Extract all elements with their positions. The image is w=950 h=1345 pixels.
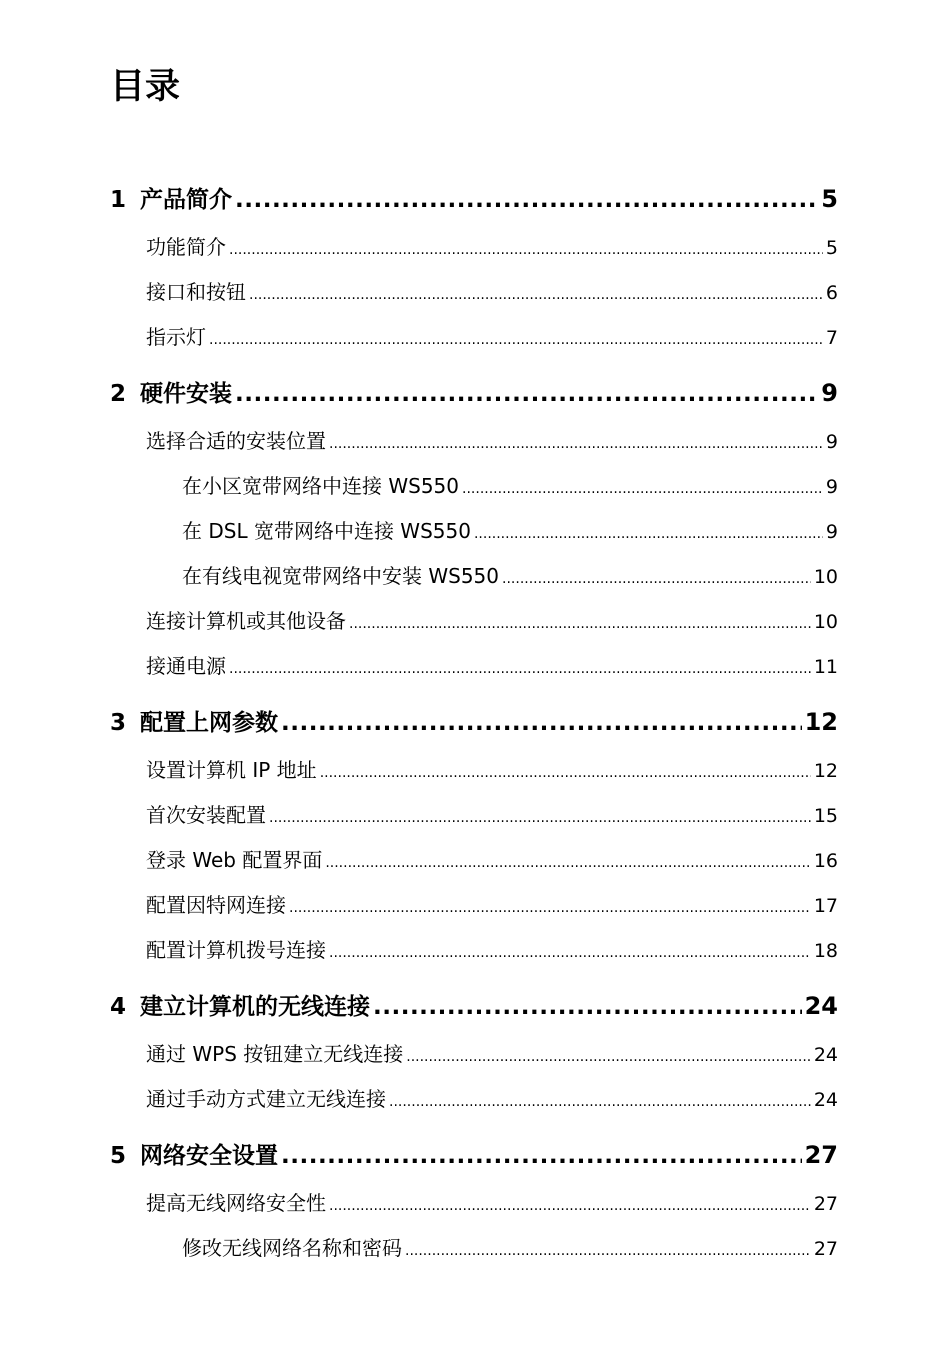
- dot-leader: [406, 1042, 811, 1072]
- dot-leader: [502, 564, 811, 594]
- page-number: 17: [813, 895, 838, 917]
- dot-leader: [269, 803, 811, 833]
- dot-leader: [329, 429, 823, 459]
- page-number: 9: [825, 476, 838, 498]
- chapter-title: 配置上网参数: [140, 710, 278, 736]
- page-number: 11: [813, 656, 838, 678]
- page-number: 12: [813, 760, 838, 782]
- toc-subentry[interactable]: [182, 471, 838, 504]
- page-number: 9: [825, 521, 838, 543]
- dot-leader: [235, 377, 818, 411]
- dot-leader: [320, 758, 811, 788]
- page-number: 24: [813, 1044, 838, 1066]
- page-number: 6: [825, 282, 838, 304]
- toc-chapter-2[interactable]: [110, 376, 838, 411]
- entry-title: 通过 WPS 按钮建立无线连接: [146, 1042, 404, 1066]
- entry-title: 接通电源: [146, 654, 226, 678]
- toc-chapter-5[interactable]: [110, 1138, 838, 1173]
- entry-title: 在小区宽带网络中连接 WS550: [182, 474, 460, 498]
- entry-title: 首次安装配置: [146, 803, 266, 827]
- entry-title: 配置因特网连接: [146, 893, 286, 917]
- dot-leader: [373, 990, 802, 1024]
- toc-entry[interactable]: [146, 232, 838, 265]
- toc-subentry[interactable]: [182, 1233, 838, 1266]
- dot-leader: [281, 706, 802, 740]
- toc-entry[interactable]: [146, 277, 838, 310]
- toc-entry[interactable]: [146, 845, 838, 878]
- toc-entry[interactable]: [146, 322, 838, 355]
- page-number: 18: [813, 940, 838, 962]
- toc-entry[interactable]: [146, 755, 838, 788]
- chapter-title: 网络安全设置: [140, 1143, 278, 1169]
- dot-leader: [229, 654, 811, 684]
- entry-title: 修改无线网络名称和密码: [182, 1236, 402, 1260]
- toc-subentry[interactable]: [182, 561, 838, 594]
- page-number: 15: [813, 805, 838, 827]
- toc-entry[interactable]: [146, 1188, 838, 1221]
- dot-leader: [329, 1191, 811, 1221]
- toc-entry[interactable]: [146, 890, 838, 923]
- chapter-title: 建立计算机的无线连接: [140, 994, 370, 1020]
- toc-entry[interactable]: [146, 426, 838, 459]
- dot-leader: [229, 235, 823, 265]
- toc-chapter-3[interactable]: [110, 705, 838, 740]
- toc-subentry[interactable]: [182, 516, 838, 549]
- entry-title: 在有线电视宽带网络中安装 WS550: [182, 564, 500, 588]
- entry-title: 配置计算机拨号连接: [146, 938, 326, 962]
- toc-chapter-1[interactable]: [110, 182, 838, 217]
- page-number: 9: [821, 379, 838, 407]
- dot-leader: [249, 280, 823, 310]
- page-number: 5: [821, 185, 838, 213]
- chapter-number: 2: [110, 381, 127, 407]
- dot-leader: [281, 1139, 802, 1173]
- toc-entry[interactable]: [146, 606, 838, 639]
- entry-title: 功能简介: [146, 235, 226, 259]
- entry-title: 指示灯: [146, 325, 206, 349]
- chapter-number: 1: [110, 187, 127, 213]
- page-number: 10: [813, 566, 838, 588]
- page-number: 12: [804, 708, 838, 736]
- page-number: 9: [825, 431, 838, 453]
- dot-leader: [405, 1236, 811, 1266]
- entry-title: 连接计算机或其他设备: [146, 609, 346, 633]
- dot-leader: [325, 848, 810, 878]
- chapter-number: 4: [110, 994, 127, 1020]
- entry-title: 通过手动方式建立无线连接: [146, 1087, 386, 1111]
- toc-entry[interactable]: [146, 1084, 838, 1117]
- chapter-title: 硬件安装: [140, 381, 232, 407]
- dot-leader: [474, 519, 823, 549]
- page-number: 16: [813, 850, 838, 872]
- page-number: 27: [804, 1141, 838, 1169]
- toc-entry[interactable]: [146, 935, 838, 968]
- entry-title: 接口和按钮: [146, 280, 246, 304]
- dot-leader: [329, 938, 811, 968]
- dot-leader: [235, 183, 818, 217]
- entry-title: 登录 Web 配置界面: [146, 848, 323, 872]
- page-title: 目录: [110, 67, 181, 107]
- page-number: 27: [813, 1238, 838, 1260]
- entry-title: 选择合适的安装位置: [146, 429, 326, 453]
- dot-leader: [209, 325, 823, 355]
- toc-entry[interactable]: [146, 651, 838, 684]
- dot-leader: [389, 1087, 811, 1117]
- page-number: 27: [813, 1193, 838, 1215]
- toc-chapter-4[interactable]: [110, 989, 838, 1024]
- page-number: 24: [804, 992, 838, 1020]
- chapter-title: 产品简介: [140, 187, 232, 213]
- page-number: 10: [813, 611, 838, 633]
- toc-entry[interactable]: [146, 800, 838, 833]
- entry-title: 提高无线网络安全性: [146, 1191, 326, 1215]
- dot-leader: [462, 474, 823, 504]
- chapter-number: 5: [110, 1143, 127, 1169]
- dot-leader: [289, 893, 811, 923]
- entry-title: 设置计算机 IP 地址: [146, 758, 317, 782]
- page-number: 7: [825, 327, 838, 349]
- chapter-number: 3: [110, 710, 127, 736]
- page-number: 5: [825, 237, 838, 259]
- dot-leader: [349, 609, 811, 639]
- entry-title: 在 DSL 宽带网络中连接 WS550: [182, 519, 471, 543]
- page-number: 24: [813, 1089, 838, 1111]
- toc-entry[interactable]: [146, 1039, 838, 1072]
